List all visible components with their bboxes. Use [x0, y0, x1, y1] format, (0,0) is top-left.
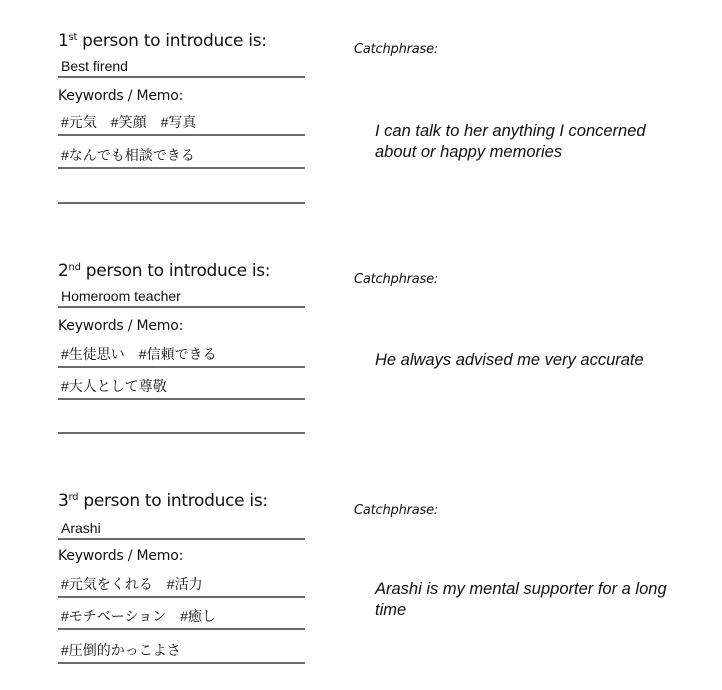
memo-value: #生徒思い #信頼できる — [61, 346, 217, 362]
keywords-label: Keywords / Memo: — [58, 88, 184, 104]
memo-value: #元気をくれる #活力 — [61, 576, 203, 592]
memo-field-1[interactable] — [58, 342, 305, 368]
name-value: Arashi — [61, 520, 101, 536]
person-heading — [58, 261, 270, 281]
name-value: Best firend — [61, 58, 128, 74]
keywords-label: Keywords / Memo: — [58, 548, 184, 564]
person-section-3 — [0, 460, 722, 690]
catchphrase-label: Catchphrase: — [354, 272, 439, 287]
memo-field-2[interactable] — [58, 604, 305, 630]
heading-text: person to introduce is: — [78, 491, 268, 511]
memo-field-1[interactable] — [58, 110, 305, 136]
ordinal-suffix: rd — [68, 492, 79, 503]
memo-field-2[interactable] — [58, 374, 305, 400]
name-field[interactable] — [58, 514, 305, 540]
person-section-2 — [0, 230, 722, 460]
catchphrase-text: He always advised me very accurate — [375, 351, 644, 369]
memo-value: #モチベーション #癒し — [61, 608, 217, 624]
catchphrase-label: Catchphrase: — [354, 503, 439, 518]
keywords-label: Keywords / Memo: — [58, 318, 184, 334]
ordinal-suffix: nd — [68, 262, 81, 273]
catchphrase-label: Catchphrase: — [354, 42, 439, 57]
memo-field-3[interactable] — [58, 408, 305, 434]
ordinal-number: 2 — [58, 261, 69, 281]
person-section-1 — [0, 0, 722, 230]
heading-text: person to introduce is: — [77, 31, 267, 51]
memo-field-1[interactable] — [58, 572, 305, 598]
memo-value: #元気 #笑顔 #写真 — [61, 114, 197, 130]
catchphrase-text: I can talk to her anything I concerned about or happy memories — [375, 122, 646, 161]
ordinal-number: 1 — [58, 31, 69, 51]
name-value: Homeroom teacher — [61, 288, 181, 304]
memo-field-2[interactable] — [58, 143, 305, 169]
memo-value: #なんでも相談できる — [61, 147, 195, 163]
memo-value: #圧倒的かっこよさ — [61, 642, 181, 658]
catchphrase-text: Arashi is my mental supporter for a long time — [375, 580, 667, 619]
heading-text: person to introduce is: — [80, 261, 271, 281]
ordinal-suffix: st — [68, 32, 78, 43]
memo-field-3[interactable] — [58, 638, 305, 664]
ordinal-number: 3 — [58, 491, 69, 511]
memo-value: #大人として尊敬 — [61, 378, 167, 394]
name-field[interactable] — [58, 282, 305, 308]
memo-field-3[interactable] — [58, 178, 305, 204]
person-heading — [58, 31, 267, 51]
name-field[interactable] — [58, 52, 305, 78]
person-heading — [58, 491, 268, 511]
